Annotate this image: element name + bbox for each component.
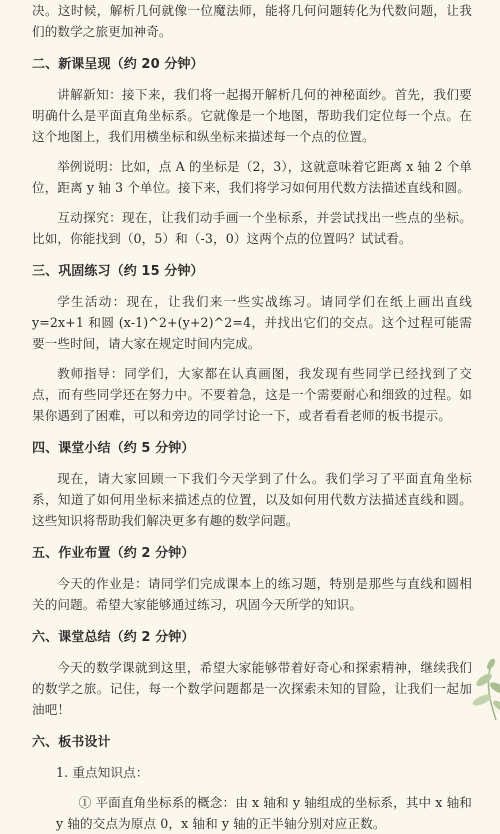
- paragraph-conclusion: 今天的数学课就到这里，希望大家能够带着好奇心和探索精神，继续我们的数学之旅。记住，每一个数学问题都是一次探索未知的冒险，让我们一起加油吧！: [32, 660, 472, 717]
- spacer: [32, 147, 472, 156]
- intro-paragraph: 决。这时候，解析几何就像一位魔法师，能将几何问题转化为代数问题，让我们的数学之旅更加神奇。: [32, 3, 472, 39]
- paragraph-homework: 今天的作业是：请同学们完成课本上的练习题，特别是那些与直线和圆相关的问题。希望大家能够通过练习，巩固今天所学的知识。: [32, 576, 472, 612]
- spacer: [32, 354, 472, 363]
- paragraph-teacher-guidance: 教师指导：同学们，大家都在认真画图，我发现有些同学已经找到了交点，而有些同学还在努力中。不要着急，这是一个需要耐心和细致的过程。如果你遇到了困难，可以和旁边的同学讨论一下，或者看看老师的板书提示。: [32, 366, 472, 423]
- spacer: [32, 459, 472, 468]
- section-heading-new-lesson: 二、新课呈现（约 20 分钟）: [32, 57, 204, 72]
- section-heading-board-design: 六、板书设计: [32, 735, 111, 750]
- spacer: [32, 282, 472, 291]
- spacer: [32, 753, 472, 762]
- paragraph-student-activity: 学生活动：现在，让我们来一些实战练习。请同学们在纸上画出直线 y=2x+1 和圆 (x-1)^2+(y+2)^2=4，并找出它们的交点。这个过程可能需要一些时间，请大家在规定时间内完成。: [32, 294, 472, 351]
- spacer: [32, 249, 472, 261]
- list-item-key-points: 1. 重点知识点：: [56, 765, 149, 780]
- spacer: [32, 783, 472, 792]
- spacer: [32, 426, 472, 438]
- spacer: [32, 531, 472, 543]
- spacer: [32, 615, 472, 627]
- list-item-coordinate-concept: ① 平面直角坐标系的概念：由 x 轴和 y 轴组成的坐标系，其中 x 轴和 y 轴的交点为原点 0，x 轴和 y 轴的正半轴分别对应正数。: [56, 795, 472, 831]
- paragraph-summary: 现在，请大家回顾一下我们今天学到了什么。我们学习了平面直角坐标系，知道了如何用坐标来描述点的位置，以及如何用代数方法描述直线和圆。这些知识将帮助我们解决更多有趣的数学问题。: [32, 471, 472, 528]
- leaf-sprig-icon: [446, 650, 500, 720]
- spacer: [32, 720, 472, 732]
- paragraph-example: 举例说明：比如，点 A 的坐标是（2，3），这就意味着它距离 x 轴 2 个单位，距离 y 轴 3 个单位。接下来，我们将学习如何用代数方法描述直线和圆。: [32, 159, 472, 195]
- paragraph-interaction: 互动探究：现在，让我们动手画一个坐标系，并尝试找出一些点的坐标。比如，你能找到（0，5）和（-3，0）这两个点的位置吗？试试看。: [32, 210, 472, 246]
- spacer: [32, 648, 472, 657]
- spacer: [32, 75, 472, 84]
- paragraph-explain: 讲解新知：接下来，我们将一起揭开解析几何的神秘面纱。首先，我们要明确什么是平面直角坐标系。它就像是一个地图，帮助我们定位每一个点。在这个地图上，我们用横坐标和纵坐标来描述每一个点的位置。: [32, 87, 472, 144]
- spacer: [32, 564, 472, 573]
- section-heading-conclusion: 六、课堂总结（约 2 分钟）: [32, 630, 195, 645]
- section-heading-summary: 四、课堂小结（约 5 分钟）: [32, 441, 195, 456]
- section-heading-homework: 五、作业布置（约 2 分钟）: [32, 546, 195, 561]
- section-heading-practice: 三、巩固练习（约 15 分钟）: [32, 264, 204, 279]
- spacer: [32, 198, 472, 207]
- spacer: [32, 42, 472, 54]
